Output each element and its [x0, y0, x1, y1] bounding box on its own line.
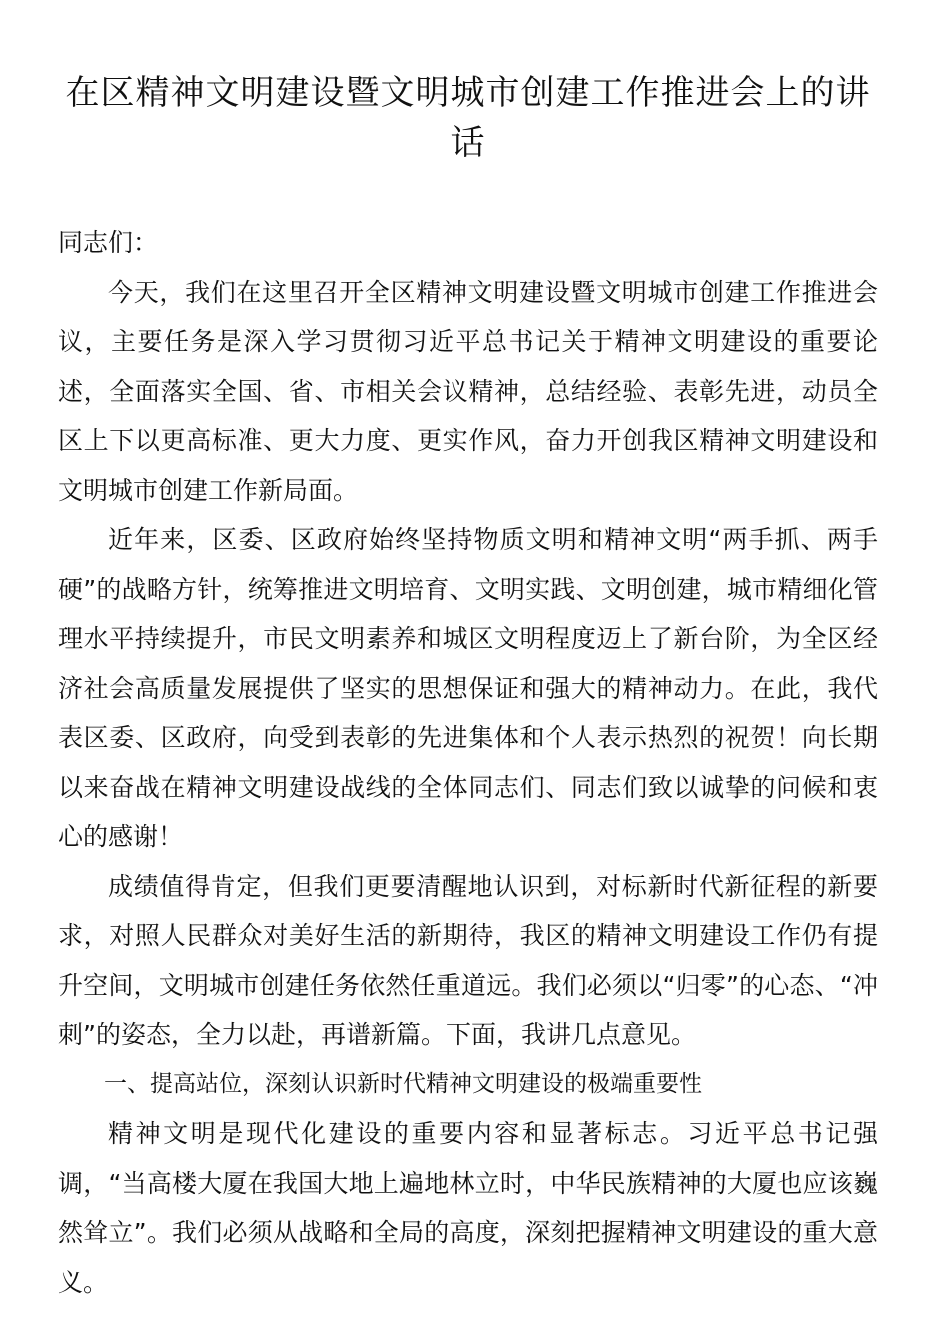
section-heading: 一、提高站位，深刻认识新时代精神文明建设的极端重要性 [104, 1070, 702, 1097]
document-body [58, 218, 878, 1307]
salutation: 同志们： [58, 228, 159, 257]
document-title: 在区精神文明建设暨文明城市创建工作推进会上的讲话 [65, 73, 871, 163]
paragraph-achievements: 近年来，区委、区政府始终坚持物质文明和精神文明“两手抓、两手硬”的战略方针，统筹推进文明培育、文明实践、文明创建，城市精细化管理水平持续提升，市民文明素养和城区文明程度迈上了新台阶，为全区经济社会高质量发展提供了坚实的思想保证和强大的精神动力。在此，我代表区委、区政府，向受到表彰的先进集体和个人表示热烈的祝贺！向长期以来奋战在精神文明建设战线的全体同志们、同志们致以诚挚的问候和衷心的感谢！ [58, 525, 878, 851]
document-page [58, 68, 878, 1307]
paragraph-opening: 今天，我们在这里召开全区精神文明建设暨文明城市创建工作推进会议，主要任务是深入学习贯彻习近平总书记关于精神文明建设的重要论述，全面落实全国、省、市相关会议精神，总结经验、表彰先进，动员全区上下以更高标准、更大力度、更实作风，奋力开创我区精神文明建设和文明城市创建工作新局面。 [58, 277, 878, 505]
paragraph-section-one: 精神文明是现代化建设的重要内容和显著标志。习近平总书记强调，“当高楼大厦在我国大地上遍地林立时，中华民族精神的大厦也应该巍然耸立”。我们必须从战略和全局的高度，深刻把握精神文明建设的重大意义。 [58, 1119, 878, 1297]
paragraph-challenges: 成绩值得肯定，但我们更要清醒地认识到，对标新时代新征程的新要求，对照人民群众对美好生活的新期待，我区的精神文明建设工作仍有提升空间，文明城市创建任务依然任重道远。我们必须以“归零”的心态、“冲刺”的姿态，全力以赴，再谱新篇。下面，我讲几点意见。 [58, 871, 878, 1049]
